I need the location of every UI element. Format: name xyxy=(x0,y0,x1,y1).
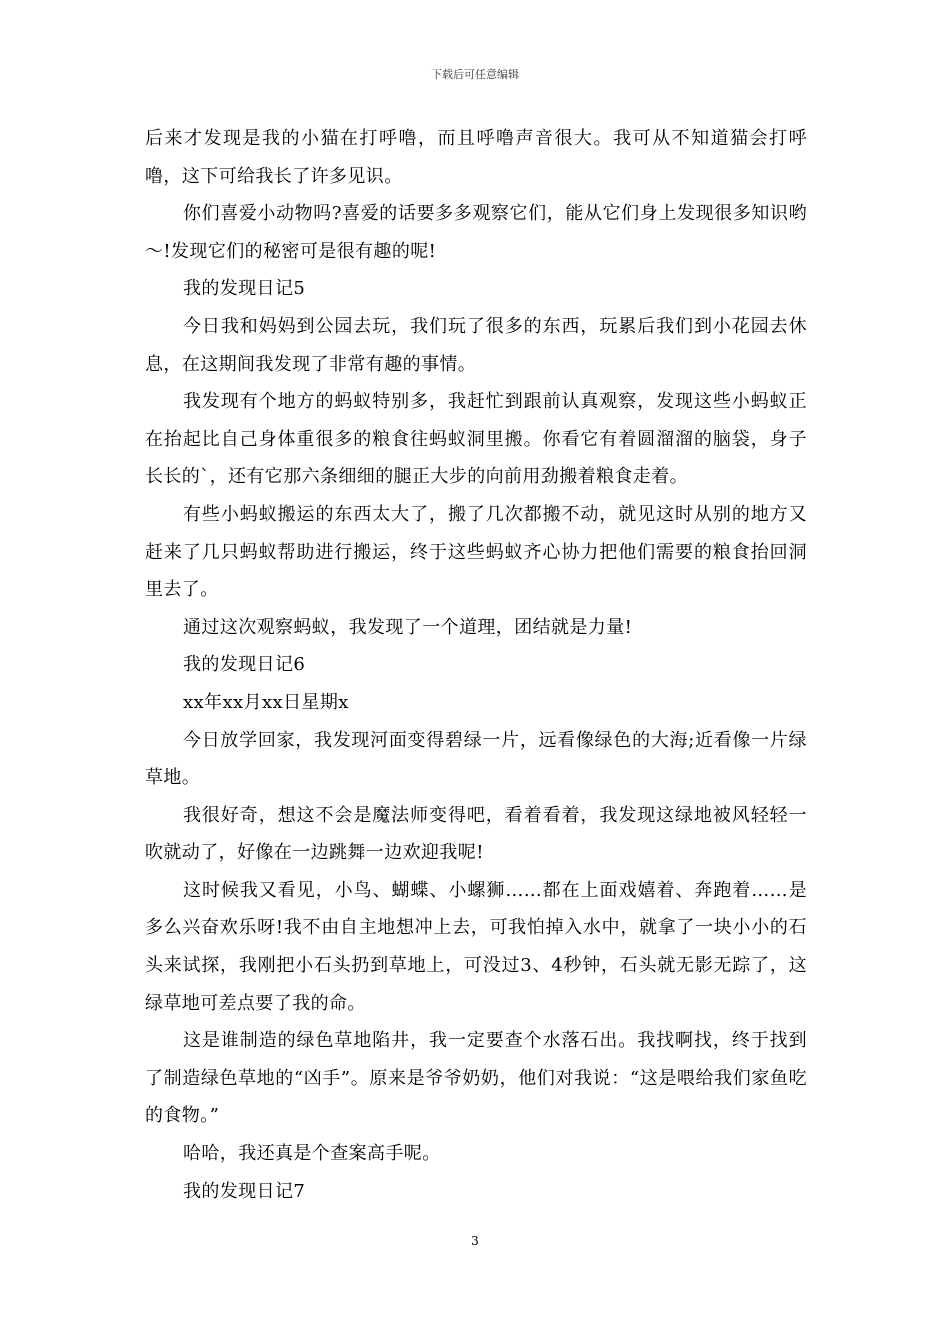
paragraph-1: 后来才发现是我的小猫在打呼噜，而且呼噜声音很大。我可从不知道猫会打呼噜，这下可给我长了许多见识。 xyxy=(145,128,807,187)
paragraph-7: 通过这次观察蚂蚁，我发现了一个道理，团结就是力量! xyxy=(183,616,633,638)
paragraph-6: 有些小蚂蚁搬运的东西太大了，搬了几次都搬不动，就见这时从别的地方又赶来了几只蚂蚁帮助进行搬运，终于这些蚂蚁齐心协力把他们需要的粮食抬回洞里去了。 xyxy=(145,503,807,601)
paragraph-12: 这时候我又看见，小鸟、蝴蝶、小螺狮……都在上面戏嬉着、奔跑着……是多么兴奋欢乐呀!我不由自主地想冲上去，可我怕掉入水中，就拿了一块小小的石头来试探，我刚把小石头扔到草地上，可没过3、4秒钟，石头就无影无踪了，这绿草地可差点要了我的命。 xyxy=(145,879,807,1014)
section-title-diary-5: 我的发现日记5 xyxy=(183,278,306,300)
paragraph-11: 我很好奇，想这不会是魔法师变得吧，看着看着，我发现这绿地被风轻轻一吹就动了，好像在一边跳舞一边欢迎我呢! xyxy=(145,804,807,864)
paragraph-14: 哈哈，我还真是个查案高手呢。 xyxy=(183,1143,441,1165)
paragraph-10: 今日放学回家，我发现河面变得碧绿一片，远看像绿色的大海;近看像一片绿草地。 xyxy=(145,729,807,789)
paragraph-4: 今日我和妈妈到公园去玩，我们玩了很多的东西，玩累后我们到小花园去休息，在这期间我发现了非常有趣的事情。 xyxy=(145,315,807,375)
paragraph-13: 这是谁制造的绿色草地陷井，我一定要查个水落石出。我找啊找，终于找到了制造绿色草地的“凶手”。原来是爷爷奶奶，他们对我说：“这是喂给我们家鱼吃的食物。” xyxy=(145,1030,807,1127)
paragraph-2: 你们喜爱小动物吗?喜爱的话要多多观察它们，能从它们身上发现很多知识哟～!发现它们的秘密可是很有趣的呢! xyxy=(145,203,807,262)
page-number: 3 xyxy=(471,1234,479,1248)
page-header: 下载后可任意编辑 xyxy=(431,68,519,81)
section-title-diary-7: 我的发现日记7 xyxy=(183,1180,306,1202)
document-body xyxy=(145,120,807,1210)
paragraph-5: 我发现有个地方的蚂蚁特别多，我赶忙到跟前认真观察，发现这些小蚂蚁正在抬起比自己身体重很多的粮食往蚂蚁洞里搬。你看它有着圆溜溜的脑袋，身子长长的`，还有它那六条细细的腿正大步的向前用劲搬着粮食走着。 xyxy=(145,391,807,488)
section-title-diary-6: 我的发现日记6 xyxy=(183,654,306,676)
diary-date: xx年xx月xx日星期x xyxy=(183,691,349,713)
